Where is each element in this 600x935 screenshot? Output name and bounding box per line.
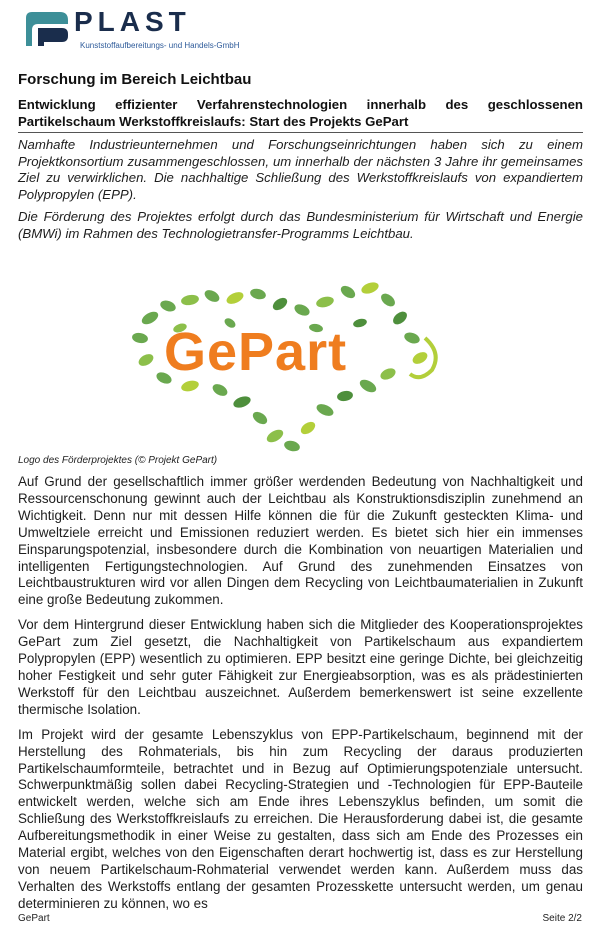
intro-section	[18, 137, 583, 249]
page-subtitle: Entwicklung effizienter Verfahrenstechnologien innerhalb des geschlossenen Partikelschaum Werkstoffkreislaufs: Start des Projekts GePart	[18, 96, 583, 133]
company-tagline: Kunststoffaufbereitungs- und Handels-GmbH	[80, 41, 240, 50]
body-paragraph: Vor dem Hintergrund dieser Entwicklung haben sich die Mitglieder des Kooperationsprojektes GePart zum Ziel gesetzt, die Nachhaltigkeit von Partikelschaum aus expandiertem Polypropylen (EPP) wesentlich zu optimieren. EPP besitzt eine geringe Dichte, bei gleichzeitig hoher Festigkeit und sehr guter Fähigkeit zur Energieabsorption, was es als prädestinierten Werkstoff für den Leichtbau auszeichnet. Außerdem bemerkenswert ist seine exzellente thermische Isolation.	[18, 617, 583, 717]
footer-document-name: GePart	[18, 913, 50, 924]
logo-caption: Logo des Förderprojektes (© Projekt GePart)	[18, 455, 218, 466]
body-paragraph: Im Projekt wird der gesamte Lebenszyklus von EPP-Partikelschaum, beginnend mit der Herstellung des Rohmaterials, bis hin zum Recycling der daraus produzierten Partikelschaumformteile, betrachtet und in Bezug auf Optimierungspotenziale untersucht. Schwerpunktmäßig sollen dabei Recycling-Strategien und -Technologien für EPP-Bauteile entwickelt werden, welche sich am Ende ihres Lebenszyklus befinden, um somit die Schließung des Werkstoffkreislaufs zu erreichen. Die Herausforderung dabei ist, die gesamte Aufbereitungsmethodik in einer Weise zu gestalten, dass sich am Ende des Prozesses ein Material ergibt, welches von den Eigenschaften derart hochwertig ist, dass es zur Herstellung von neuem Partikelschaum-Rohmaterial verwendet werden kann. Außerdem muss das Verhalten des Werkstoffs entlang der gesamten Prozesskette untersucht werden, um genau determinieren zu können, wo es	[18, 726, 583, 911]
company-emblem-icon	[22, 6, 70, 50]
gepart-logo-text: GePart	[164, 322, 348, 382]
footer-page-number: Seite 2/2	[542, 913, 582, 924]
gepart-logo	[120, 278, 450, 456]
company-logo	[22, 4, 262, 60]
body-paragraph: Auf Grund der gesellschaftlich immer größer werdenden Bedeutung von Nachhaltigkeit und Ressourcenschonung gewinnt auch der Leichtbau als Konstruktionsdisziplin zunehmend an Wichtigkeit. Denn nur mit dessen Hilfe können die für die Zukunft gesteckten Klima- und Umweltziele erreicht und Emissionen reduziert werden. Es bietet sich hier ein immenses Einsparungspotenzial, insbesondere durch die Kombination von neuartigen Materialien und intelligenten Fertigungstechnologien. Auf Grund des zunehmenden Einsatzes von Leichtbaustrukturen wird vor allen Dingen dem Recycling von Leichtbaumaterialien in Zukunft eine große Bedeutung zukommen.	[18, 474, 583, 608]
company-name: PLAST	[74, 6, 191, 37]
intro-paragraph: Die Förderung des Projektes erfolgt durch das Bundesministerium für Wirtschaft und Energie (BMWi) im Rahmen des Technologietransfer-Programms Leichtbau.	[18, 209, 583, 241]
article-body	[18, 474, 583, 921]
page-title: Forschung im Bereich Leichtbau	[18, 71, 252, 88]
intro-paragraph: Namhafte Industrieunternehmen und Forschungseinrichtungen haben sich zu einem Projektkonsortium zusammengeschlossen, um innerhalb der nächsten 3 Jahre ihr gemeinsames Ziel zu verwirklichen. Die nachhaltige Schließung des Werkstoffkreislaufs von expandiertem Polypropylen (EPP).	[18, 137, 583, 202]
